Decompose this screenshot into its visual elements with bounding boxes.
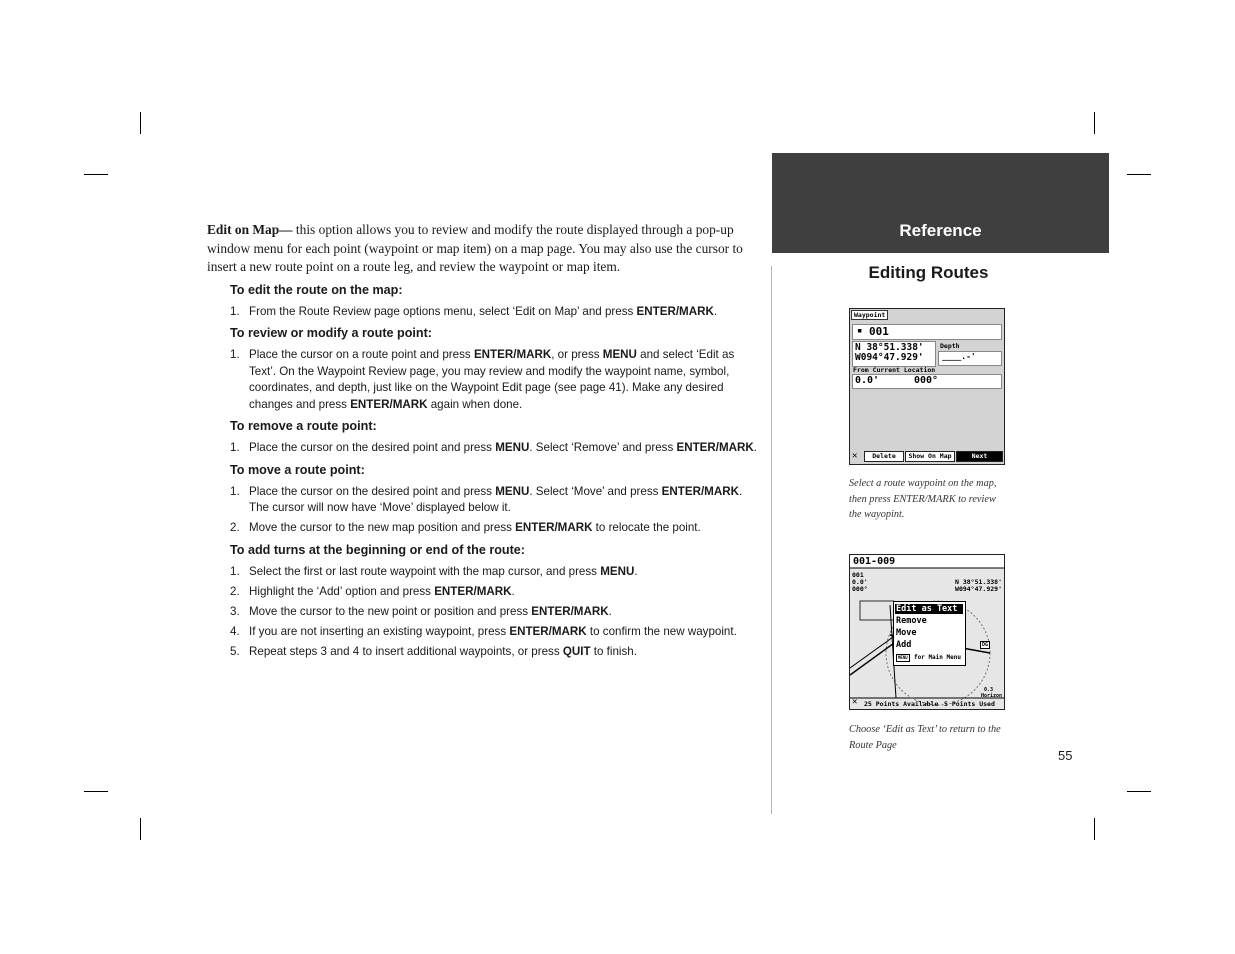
- step-list: [230, 564, 759, 661]
- step-text: Select the first or last route waypoint with the map cursor, and press: [249, 564, 601, 578]
- crop-mark: [84, 174, 108, 175]
- section-heading: To add turns at the beginning or end of the route:: [230, 542, 525, 557]
- page-number: 55: [1058, 748, 1073, 763]
- key-name: ENTER/MARK: [661, 484, 739, 498]
- step-text: Move the cursor to the new point or position and press: [249, 604, 532, 618]
- satellite-icon: ✕: [852, 451, 858, 461]
- step-item: [230, 304, 759, 321]
- crop-mark: [1094, 112, 1095, 134]
- step-text: Place the cursor on the desired point and press: [249, 441, 496, 454]
- step-text: to relocate the point.: [592, 521, 701, 534]
- section-heading: To review or modify a route point:: [230, 326, 432, 340]
- reference-tab-label: Reference: [899, 221, 982, 240]
- screenshot-caption-1: Select a route waypoint on the map, then press ENTER/MARK to review the wayopint.: [849, 478, 997, 521]
- section-heading: To move a route point:: [230, 462, 365, 477]
- key-name: ENTER/MARK: [636, 304, 714, 318]
- instruction-sections: [207, 283, 759, 661]
- menu-item-edit-as-text[interactable]: Edit as Text: [895, 604, 963, 614]
- step-text: .: [634, 564, 638, 578]
- step-text: to confirm the new waypoint.: [586, 624, 737, 638]
- step-number: 1.: [230, 484, 240, 498]
- distance: 0.0': [855, 375, 880, 386]
- key-name: ENTER/MARK: [509, 624, 587, 638]
- step-text: .: [511, 584, 515, 598]
- menu-hint: for Main Menu: [914, 654, 961, 661]
- from-current-location-label: From Current Location: [853, 366, 936, 374]
- crop-mark: [140, 818, 141, 840]
- step-number: 2.: [230, 521, 240, 534]
- crop-mark: [84, 791, 108, 792]
- depth-label: Depth: [940, 342, 960, 350]
- popup-menu: [893, 601, 966, 666]
- key-name: ENTER/MARK: [473, 348, 552, 361]
- step-item: [230, 440, 759, 457]
- bearing: 000°: [914, 375, 939, 386]
- step-item: [230, 520, 759, 537]
- step-number: 5.: [230, 644, 240, 658]
- step-text: Move the cursor to the new map position and press: [249, 521, 516, 534]
- step-item: [230, 644, 759, 661]
- step-item: [230, 624, 759, 641]
- step-text: Place the cursor on a route point and press: [249, 348, 474, 361]
- step-text: . Select ‘Remove’ and press: [529, 441, 677, 454]
- step-text: . Select ‘Move’ and press: [529, 484, 662, 498]
- step-number: 1.: [230, 304, 240, 318]
- step-item: [230, 604, 759, 621]
- map-popup-screenshot: [849, 554, 1005, 710]
- key-name: ENTER/MARK: [676, 441, 754, 454]
- waypoint-review-screenshot: [849, 308, 1005, 465]
- show-on-map-softkey[interactable]: Show On Map: [905, 451, 955, 462]
- step-list: [230, 304, 759, 321]
- section-heading: To remove a route point:: [230, 419, 377, 433]
- step-item: [230, 484, 759, 517]
- instruction-section: [230, 419, 759, 457]
- map-label-horizon: Horizon: [981, 693, 1003, 699]
- step-text: , or press: [551, 348, 603, 361]
- screenshot-caption-2: Choose ‘Edit as Text’ to return to the Route Page: [849, 724, 1001, 751]
- step-text: .: [608, 604, 612, 618]
- step-number: 1.: [230, 348, 240, 361]
- key-name: ENTER/MARK: [531, 604, 609, 618]
- depth-value: ____.-': [942, 352, 976, 361]
- step-text: .: [713, 304, 718, 318]
- reference-tab-band: [772, 153, 1109, 253]
- map-latitude: N 38°51.338': [955, 578, 1002, 586]
- step-text: Highlight the ‘Add’ option and press: [249, 584, 435, 598]
- key-name: MENU: [602, 348, 637, 361]
- crop-mark: [1127, 174, 1151, 175]
- points-used: 5 Points Used: [944, 700, 995, 708]
- crop-mark: [140, 112, 141, 134]
- info-line-2: 0.0': [852, 578, 868, 586]
- instruction-section: [230, 543, 759, 661]
- step-text: Repeat steps 3 and 4 to insert additional waypoints, or press: [249, 644, 563, 658]
- points-available: 25 Points Available: [864, 700, 939, 708]
- step-list: [230, 347, 759, 413]
- key-name: ENTER/MARK: [434, 584, 512, 598]
- step-text: Place the cursor on the desired point and press: [249, 484, 496, 498]
- map-longitude: W094°47.929': [955, 585, 1002, 593]
- waypoint-symbol-icon: ▪: [857, 326, 863, 336]
- step-text: .: [753, 441, 758, 454]
- waypoint-name: 001: [869, 325, 889, 338]
- instruction-section: [230, 463, 759, 537]
- crop-mark: [1094, 818, 1095, 840]
- menu-item-move[interactable]: Move: [896, 628, 917, 638]
- step-text: again when done.: [427, 397, 523, 411]
- info-line-3: 000°: [852, 585, 868, 593]
- step-number: 3.: [230, 604, 240, 618]
- menu-item-add[interactable]: Add: [896, 640, 912, 650]
- intro-lead: Edit on Map—: [207, 222, 293, 237]
- instruction-section: [230, 326, 759, 413]
- menu-key-icon: MENU: [898, 655, 908, 660]
- satellite-icon: ✕: [852, 697, 858, 707]
- screen-tab-waypoint: Waypoint: [851, 310, 888, 320]
- key-name: MENU: [495, 441, 530, 454]
- step-text: . The cursor will now have ‘Move’ displayed below it.: [249, 484, 743, 514]
- menu-item-remove[interactable]: Remove: [896, 616, 927, 626]
- crop-mark: [1127, 791, 1151, 792]
- step-text: If you are not inserting an existing waypoint, press: [249, 624, 510, 638]
- step-number: 1.: [230, 441, 240, 454]
- section-heading: To edit the route on the map:: [230, 282, 403, 297]
- main-text-column: [207, 221, 759, 664]
- key-name: ENTER/MARK: [350, 397, 428, 411]
- step-list: [230, 484, 759, 537]
- key-name: QUIT: [562, 644, 591, 658]
- step-number: 1.: [230, 564, 240, 578]
- sidebar-title: Editing Routes: [868, 263, 989, 282]
- step-list: [230, 440, 759, 457]
- map-label-dg: DG: [982, 642, 989, 648]
- instruction-section: [230, 283, 759, 321]
- step-item: [230, 347, 759, 413]
- map-scale: 0.3: [984, 687, 994, 693]
- step-number: 4.: [230, 624, 240, 638]
- step-number: 2.: [230, 584, 240, 598]
- info-line-1: 001: [852, 571, 864, 579]
- delete-softkey[interactable]: Delete: [864, 451, 904, 462]
- step-text: and select ‘Edit as Text’. On the Waypoint Review page, you may review and modify the waypoint name, symbol, coordinates, and depth, just like on the Waypoint Edit page (see page 41). Make any desired changes and press: [249, 348, 735, 411]
- step-text: to finish.: [590, 644, 637, 658]
- column-divider: [771, 266, 772, 814]
- intro-paragraph: [207, 221, 759, 277]
- longitude: W094°47.929': [855, 352, 924, 363]
- step-text: From the Route Review page options menu, select ‘Edit on Map’ and press: [249, 304, 637, 318]
- route-title: 001-009: [853, 556, 896, 567]
- step-item: [230, 564, 759, 581]
- step-item: [230, 584, 759, 601]
- key-name: ENTER/MARK: [515, 521, 593, 534]
- key-name: MENU: [600, 564, 635, 578]
- latitude: N 38°51.338': [855, 342, 924, 353]
- intro-body: this option allows you to review and modify the route displayed through a pop-up window menu for each point (waypoint or map item) on a map page. You may also use the cursor to insert a new route point on a route leg, and review the waypoint or map item.: [207, 222, 743, 274]
- next-softkey[interactable]: Next: [956, 451, 1003, 462]
- key-name: MENU: [495, 484, 530, 498]
